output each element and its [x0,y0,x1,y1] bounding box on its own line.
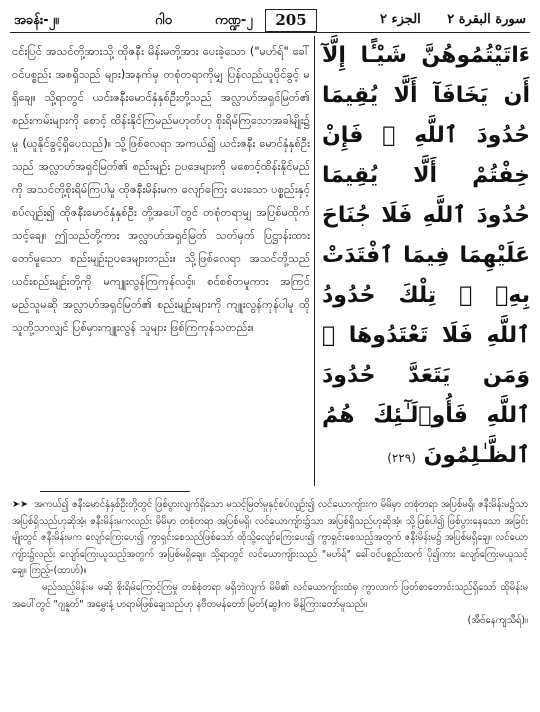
footnote-separator [40,491,190,492]
arabic-verse [322,36,530,468]
footnote-paragraph-2 [12,580,528,630]
footnote-paragraph-1 [12,497,528,580]
column-divider [314,36,315,486]
page-header [10,10,530,33]
footnote-text-1: အကယ်၍ ဇနီးမောင်နှံနှစ်ဦးတို့တွင် ဖြစ်ပွားလျက်ရှိသော မသင့်မြတ်မှုနှင့်စပ်လျဉ်း၍ လင်ယောကျ်ားက မိမိမှာ တစုံတရာ အပြစ်မရှိ၊ ဇနီးမိန်းမ၌သာ အပြစ်ရှိသည်ဟုဆိုအံ့၊ ဇနီးမိန်းမကလည်း မိမိမှာ တစုံတရာ အပြစ်မရှိ၊ လင်ယောကျ်ား၌သာ အပြစ်ရှိသည်ဟုဆိုအံ့၊ သို့ဖြစ်ပါ၍ ဖြစ်ပွားနေသော အခြင်းမျိုးတွင် ဇနီးမိန်းမက လျော်ကြေးပေး၍ ကွာရှင်းစေသည်ဖြစ်သော် ထိုသို့လျော်ကြေးပေး၍ ကွာရှင်းစေသည့်အတွက် ဇနီးမိန်းမ၌ အပြစ်မရှိချေ။ လင်ယောကျ်ား၌လည်း လျော်ကြေးယူသည့်အတွက် အပြစ်မရှိချေ။ သို့ရာတွင် လင်ယောကျ်ားသည် "မဟ်ရ်" ခေါ်ဝင်ပစ္စည်းထက် ပို၍ကား လျော်ကြေးမယူသင့်ချေ။ ကြည့်-(ထာဟ်)။ [12,499,528,577]
verse-count-label: ဂါ၀ [155,13,172,28]
juz-label: الجزء ٢ [380,12,421,27]
footnote-text-2: မည်သည့်မိန်းမ မဆို စိုးရိမ်ကြောင့်ကြမှု တစ်စုံတရာ မရှိဘဲလျက် မိမိ၏ လင်ယောကျ်ားထံမှ ကွာလာက် ဖြတ်စာတောင်းသည်ရှိသော် ထိုမိန်းမအပေါ်တွင် "ဂျန္နတ်" အမွှေးနံ့ ဟရာမ်ဖြစ်ချေသည်ဟု နဗီတမန်တော် မြတ်(ဆွ)က မိန့်ကြားတော်မူသည်။ [12,581,528,610]
footnote [12,497,528,707]
footnote-arrow-icon: ➤➤ [12,499,29,510]
section-label: ကဏ္ဍ-၂ [215,13,253,28]
page-number: 205 [265,9,317,32]
footnote-source: (အီဗ်နေကျသီရ်)။ [467,615,528,627]
chapter-label: အခန်း-၂။ [14,13,59,28]
ayah-number: ٢٢٩ [391,451,412,465]
ayah-number-marker: (٢٢٩) [387,451,416,465]
surah-label: سورة البقرة ٢ [447,12,526,27]
arabic-text: ءَاتَيْتُمُوهُنَّ شَيْـًٔا إِلَّآ أَن يَخَافَآ أَلَّا يُقِيمَا حُدُودَ ٱللَّهِ ۖ فَإِنْ خِفْتُمْ أَلَّا يُقِيمَا حُدُودَ ٱللَّهِ فَلَا جُنَاحَ عَلَيْهِمَا فِيمَا ٱفْتَدَتْ بِهِۦ ۗ تِلْكَ حُدُودُ ٱللَّهِ فَلَا تَعْتَدُوهَا ۚ وَمَن يَتَعَدَّ حُدُودَ ٱللَّهِ فَأُو۟لَـٰٓئِكَ هُمُ ٱلظَّـٰلِمُونَ [322,43,530,468]
burmese-translation: ငင်းပြင် အသင်တို့အားသို့ ထိုဇနီး မိန်းမတို့အား ပေးခဲ့သော ("မဟ်ရ်" ခေါ်ဝင်ပစ္စည်း အစရှိသည် များ)အနက်မှ တစုံတရာကိုမျှ ပြန်လည်ယူပိုင်ခွင့် မရှိချေ။ သို့ရာတွင် ယင်းဇနီးမောင်နှံနှစ်ဦးတို့သည် အလ္လာဟ်အရှင်မြတ်၏ စည်းကမ်းများကို စောင့် ထိန်းနိုင်ကြမည်မဟုတ်ဟု စိုးရိမ်ကြသောအခါမျိုး၌ မူ (ယူနိုင်ခွင့်ရှိပေသည်)။ သို့ဖြစ်လေရာ အကယ်၍ ယင်းဇနီး မောင်နှံနှစ်ဦးသည် အလ္လာဟ်အရှင်မြတ်၏ စည်းမျဉ်း ဥပဒေများကို မစောင့်ထိန်းနိုင်မည်ကို အသင်တို့စိုးရိမ်ကြပါမူ ထိုဇနီးမိန်းမက လျော်ကြေး ပေးသော ပစ္စည်းနှင့်စပ်လျဉ်း၍ ထိုဇနီးမောင်နှံနှစ်ဦး တို့အပေါ်တွင် တစုံတရာမျှ အပြစ်မထိုက်သင့်ချေ။ ဤသည်တို့ကား အလ္လာဟ်အရှင်မြတ် သတ်မှတ် ပြဋ္ဌာန်းထားတော်မူသော စည်းမျဉ်းဥပဒေများတည်း။ သို့ဖြစ်လေရာ အသင်တို့သည် ယင်းစည်းမျဉ်းတို့ကို မကျူးလွန်ကြကုန်လင့်။ စင်စစ်တမူကား အကြင် မည်သူမဆို အလ္လာဟ်အရှင်မြတ်၏ စည်းမျဉ်းများကို ကျူးလွန်ကုန်ပါမူ ထိုသူတို့သာလျှင် ပြစ်မှားကျူးလွန် သူများ ဖြစ်ကြကုန်သတည်း။ [12,45,310,334]
